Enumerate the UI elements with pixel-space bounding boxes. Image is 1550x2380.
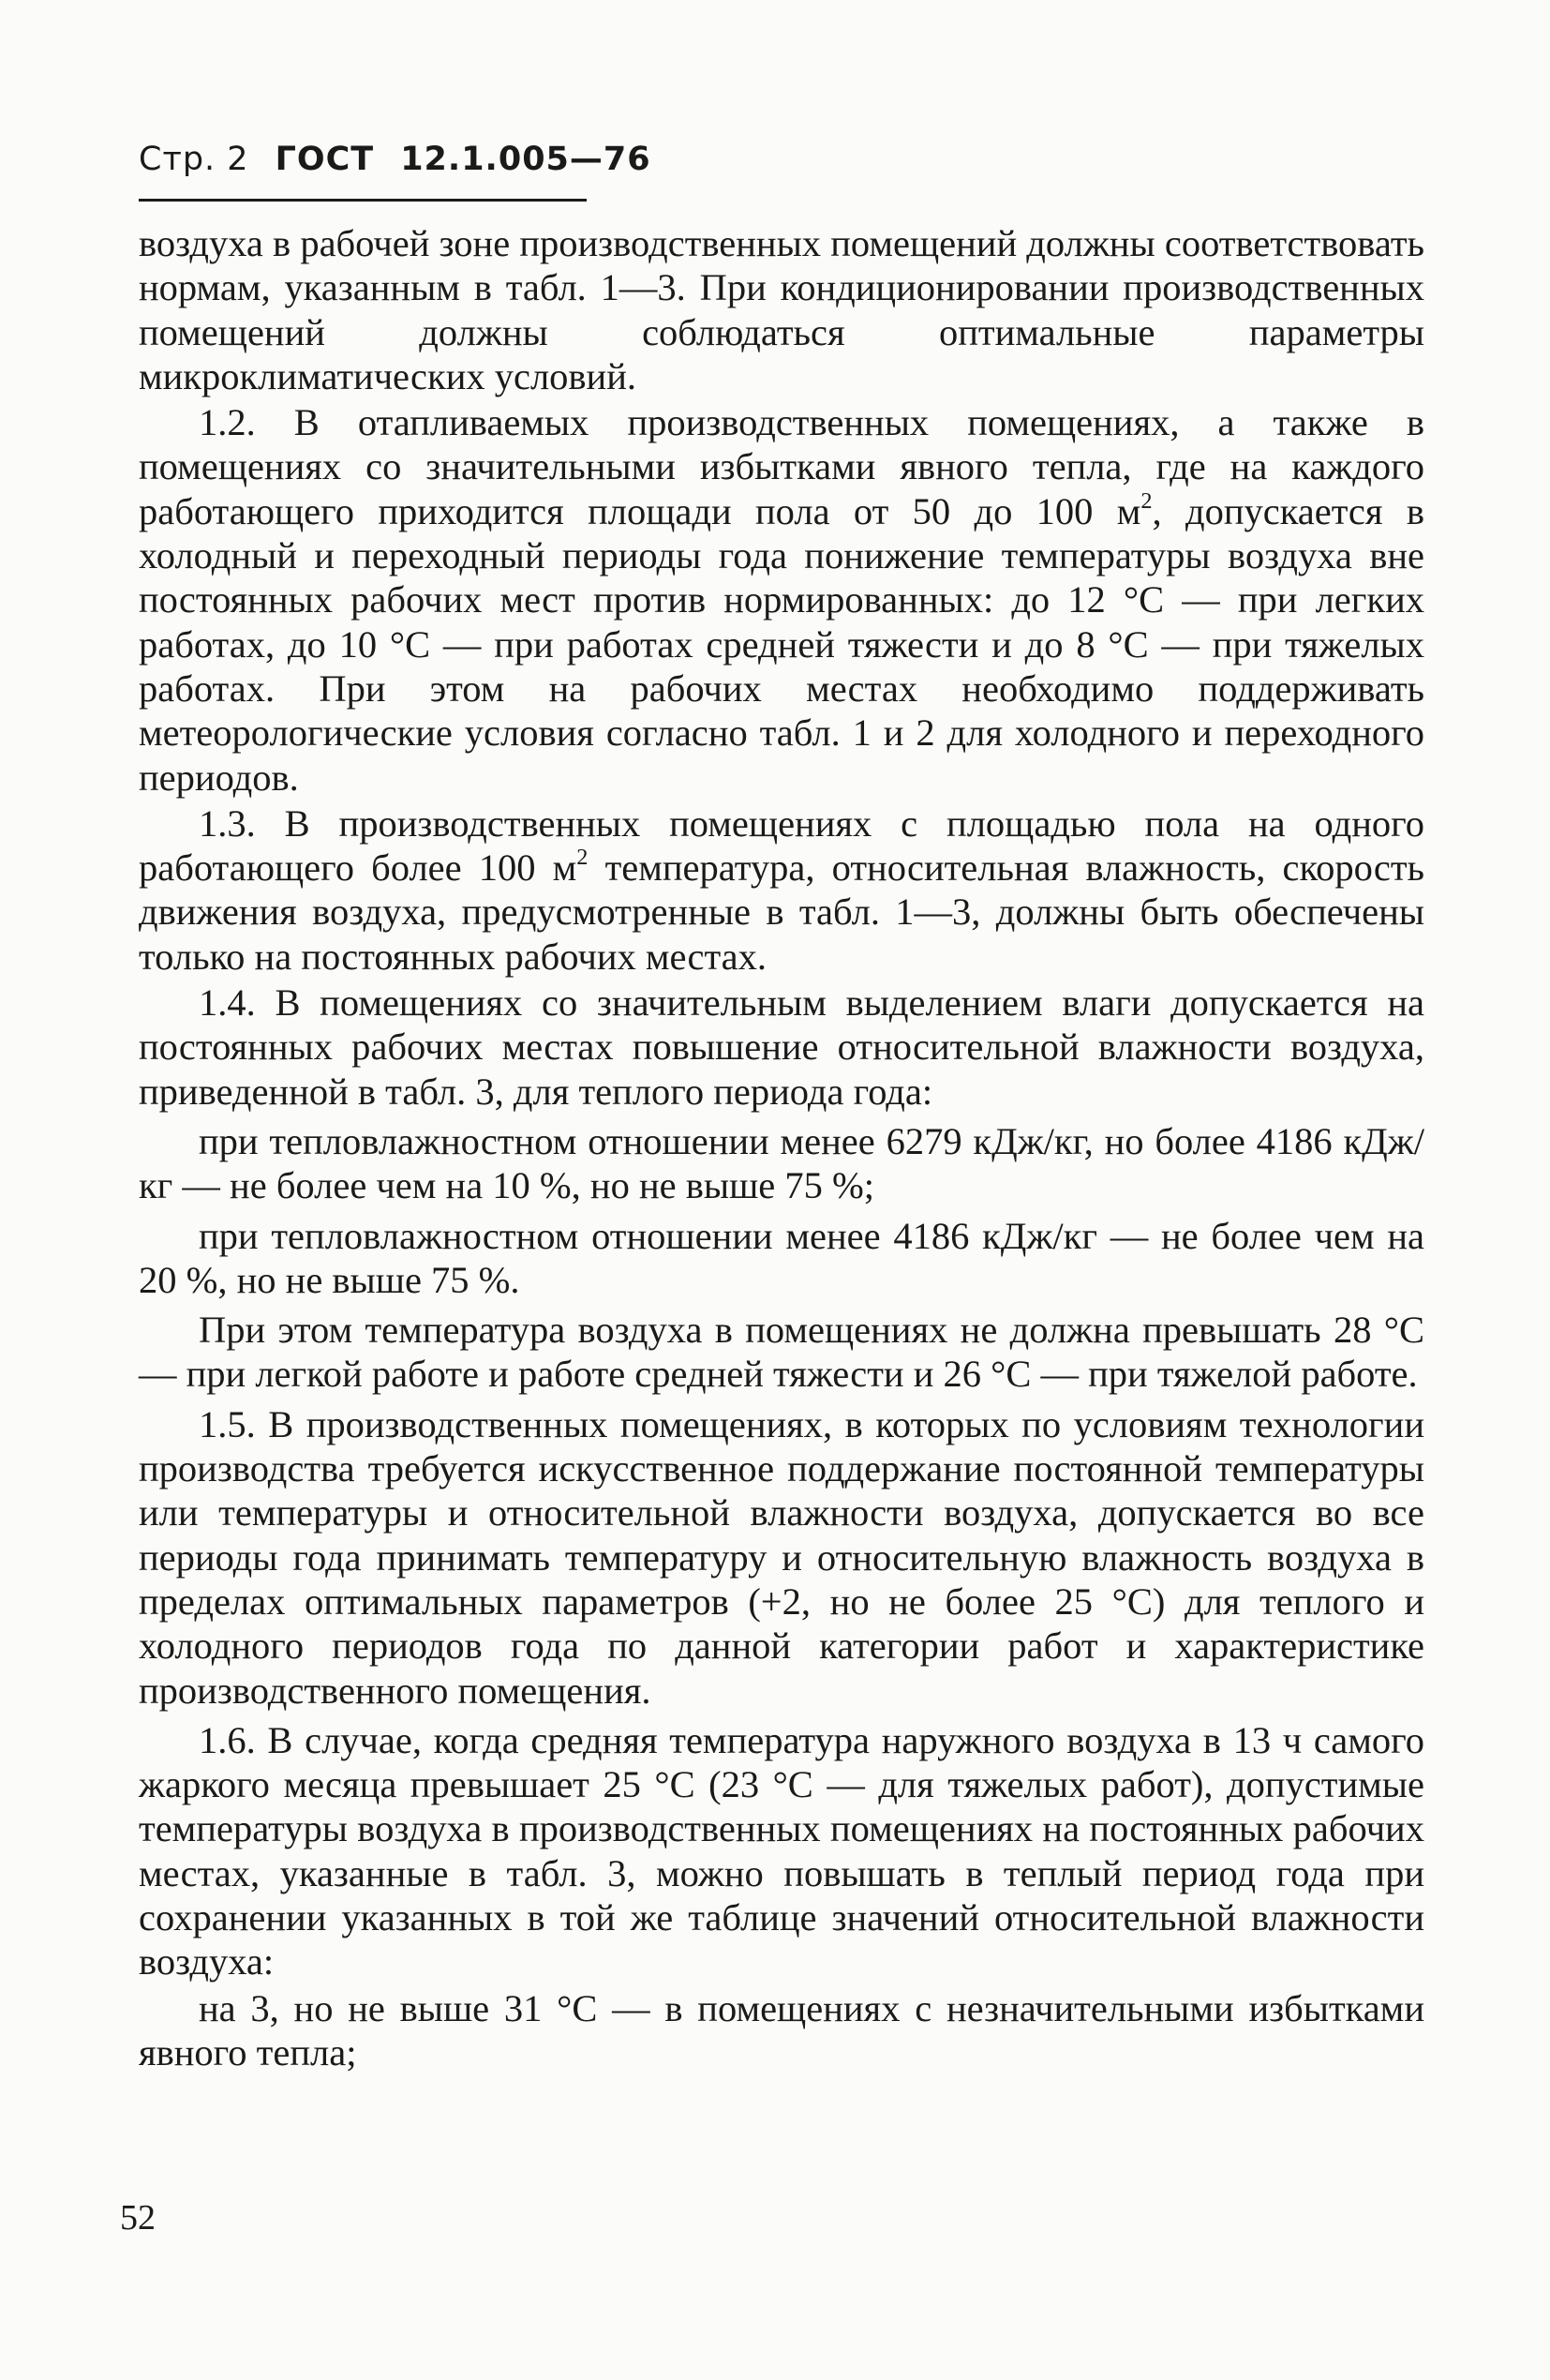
paragraph-1-4: 1.4. В помещениях со значительным выделением влаги допускается на постоянных рабочих местах повышение относительной влажности воздуха, приведенной в табл. 3, для теплого периода года:: [139, 981, 1424, 1113]
header-rule: [139, 199, 587, 202]
paragraph-continuation: воздуха в рабочей зоне производственных помещений должны соответствовать нормам, указанным в табл. 1—3. При кондиционировании производственных помещений должны соблюдаться оптимальные параметры микроклиматических условий.: [139, 222, 1424, 397]
paragraph-1-5: 1.5. В производственных помещениях, в которых по условиям технологии производства требуется искусственное поддержание постоянной температуры или температуры и относительной влажности воздуха, допускается во все периоды года принимать температуру и относительную влажность воздуха в пределах оптимальных параметров (+2, но не более 25 °С) для теплого и холодного периодов года по данной категории работ и характеристике производственного помещения.: [139, 1402, 1424, 1712]
superscript-square: 2: [1140, 487, 1153, 514]
paragraph-1-2-part-a: 1.2. В отапливаемых производственных помещениях, а также в помещениях со значительными избытками явного тепла, где на каждого работающего приходится площади пола от 50 до 100 м: [139, 401, 1424, 532]
standard-name: ГОСТ: [275, 141, 375, 178]
standard-number: 12.1.005—76: [400, 141, 651, 178]
list-item-increase-3: на 3, но не выше 31 °С — в помещениях с незначительными избытками явного тепла;: [139, 1986, 1424, 2073]
list-item-humidity-10: при тепловлажностном отношении менее 6279 кДж/кг, но более 4186 кДж/кг — не более чем на 10 %, но не выше 75 %;: [139, 1119, 1424, 1207]
body-text: [139, 221, 1424, 2074]
paragraph-temperature-limit: При этом температура воздуха в помещениях не должна превышать 28 °С — при легкой работе и работе средней тяжести и 26 °С — при тяжелой работе.: [139, 1309, 1424, 1396]
superscript-square: 2: [576, 845, 589, 871]
paragraph-1-2: [139, 400, 1424, 800]
paragraph-1-3: [139, 801, 1424, 979]
paragraph-1-6: 1.6. В случае, когда средняя температура наружного воздуха в 13 ч самого жаркого месяца превышает 25 °С (23 °С — для тяжелых работ), допустимые температуры воздуха в производственных помещениях на постоянных рабочих местах, указанные в табл. 3, можно повышать в теплый период года при сохранении указанных в той же таблице значений относительной влажности воздуха:: [139, 1718, 1424, 1983]
paragraph-1-3-part-b: температура, относительная влажность, скорость движения воздуха, предусмотренные в табл. 1—3, должны быть обеспечены только на постоянных рабочих местах.: [139, 846, 1424, 978]
running-header: [139, 141, 651, 178]
list-item-humidity-20: при тепловлажностном отношении менее 4186 кДж/кг — не более чем на 20 %, но не выше 75 %.: [139, 1214, 1424, 1301]
paragraph-1-2-part-b: , допускается в холодный и переходный периоды года понижение температуры воздуха вне постоянных рабочих мест против нормированных: до 12 °С — при легких работах, до 10 °С — при работах средней тяжести и до 8 °С — при тяжелых работах. При этом на рабочих местах необходимо поддерживать метеорологические условия согласно табл. 1 и 2 для холодного и переходного периодов.: [139, 489, 1424, 799]
page-number: 52: [120, 2198, 156, 2238]
paragraph-1-3-part-a: 1.3. В производственных помещениях с площадью пола на одного работающего более 100 м: [139, 801, 1424, 890]
page-label: Стр. 2: [139, 141, 249, 178]
